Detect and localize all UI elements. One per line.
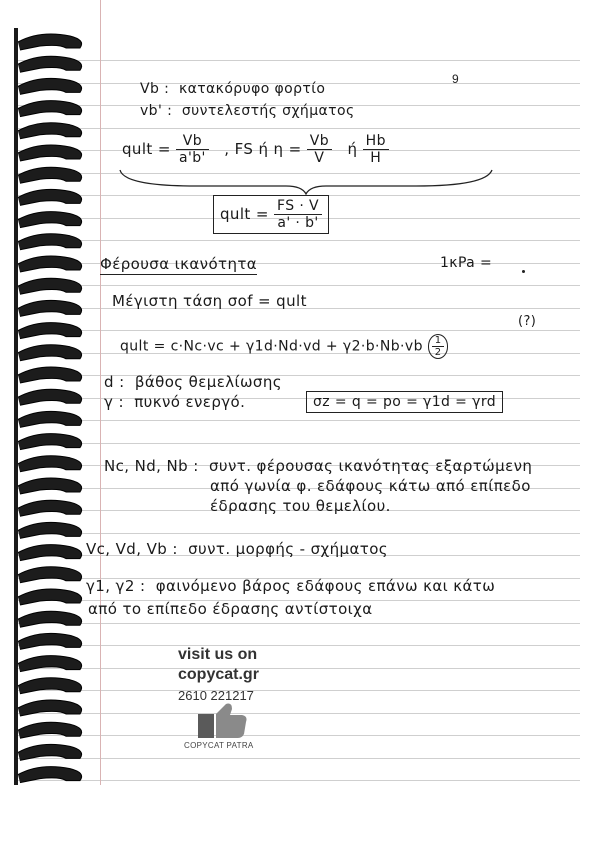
spiral-coil — [18, 656, 82, 672]
max-stress-line: Μέγιστη τάση σof = qult — [112, 292, 307, 310]
spiral-coil — [18, 478, 82, 494]
spiral-coil — [18, 323, 82, 339]
paragraph-gamma-line1: γ1, γ2 : φαινόμενο βάρος εδάφους επάνω και κάτω — [86, 577, 496, 595]
spiral-coil — [18, 234, 82, 250]
spiral-coil — [18, 678, 82, 694]
question-mark-note: (?) — [518, 314, 537, 329]
spiral-coil — [18, 212, 82, 228]
spiral-coil — [18, 300, 82, 316]
spiral-coil — [18, 278, 82, 294]
spiral-coil — [18, 767, 82, 783]
ad-phone-text: 2610 221217 — [178, 688, 254, 703]
spiral-coil — [18, 56, 82, 72]
spiral-coil — [18, 34, 82, 50]
ad-visit-text: visit us on — [178, 646, 258, 663]
definition-vb: Vb : κατακόρυφο φορτίο — [140, 81, 326, 97]
spiral-coil — [18, 456, 82, 472]
spiral-coil — [18, 633, 82, 649]
spiral-coil — [18, 434, 82, 450]
spiral-coil — [18, 101, 82, 117]
spiral-coil — [18, 722, 82, 738]
paragraph-n-line1: Nc, Nd, Nb : συντ. φέρουσας ικανότητας εξαρτώμενη — [104, 457, 533, 475]
spiral-coil — [18, 256, 82, 272]
main-formula: qult = c·Nc·vc + γ1d·Nd·vd + γ2·b·Nb·vb $\frac{1}{2}$ — [120, 334, 448, 359]
spiral-coil — [18, 389, 82, 405]
spiral-coil — [18, 145, 82, 161]
spiral-coil — [18, 567, 82, 583]
spiral-coil — [18, 167, 82, 183]
spiral-coil — [18, 500, 82, 516]
curly-brace — [116, 168, 496, 196]
spiral-coil — [18, 345, 82, 361]
spiral-coil — [18, 411, 82, 427]
boxed-relation: σz = q = po = γ1d = γrd — [306, 391, 503, 413]
page-number: 9 — [452, 72, 459, 86]
copycat-ad — [178, 645, 259, 705]
spiral-coil — [18, 123, 82, 139]
unit-note: 1κPa = — [440, 255, 493, 271]
spiral-coil — [18, 700, 82, 716]
definition-gamma: γ : πυκνό ενεργό. — [104, 393, 246, 411]
boxed-formula-qult: qult = $\frac{FS \cdot V}{a' \cdot b'}$ — [213, 195, 329, 234]
ad-site-text: copycat.gr — [178, 666, 259, 683]
spiral-coil — [18, 367, 82, 383]
spiral-coil — [18, 189, 82, 205]
formula-qult-ratio: qult = $\frac{Vb}{a'b'}$ , FS ή η = $\frac{Vb}{V}$ ή $\frac{Hb}{H}$ — [122, 133, 389, 166]
paragraph-gamma-line2: από το επίπεδο έδρασης αντίστοιχα — [88, 600, 373, 618]
spiral-coil — [18, 744, 82, 760]
spiral-coil — [18, 545, 82, 561]
paragraph-n-line3: έδρασης του θεμελίου. — [210, 497, 391, 515]
definition-d: d : βάθος θεμελίωσης — [104, 373, 282, 391]
spiral-coil — [18, 78, 82, 94]
spiral-coil — [18, 589, 82, 605]
spiral-binding — [0, 0, 110, 842]
section-title: Φέρουσα ικανότητα — [100, 255, 258, 273]
paragraph-v: Vc, Vd, Vb : συντ. μορφής - σχήματος — [86, 540, 388, 558]
ad-brand-text: COPYCAT PATRA — [184, 741, 254, 750]
spiral-coil — [18, 611, 82, 627]
spiral-coil — [18, 522, 82, 538]
definition-vb-prime: vb' : συντελεστής σχήματος — [140, 103, 355, 119]
ink-dot — [522, 270, 525, 273]
paragraph-n-line2: από γωνία φ. εδάφους κάτω από επίπεδο — [210, 477, 531, 495]
